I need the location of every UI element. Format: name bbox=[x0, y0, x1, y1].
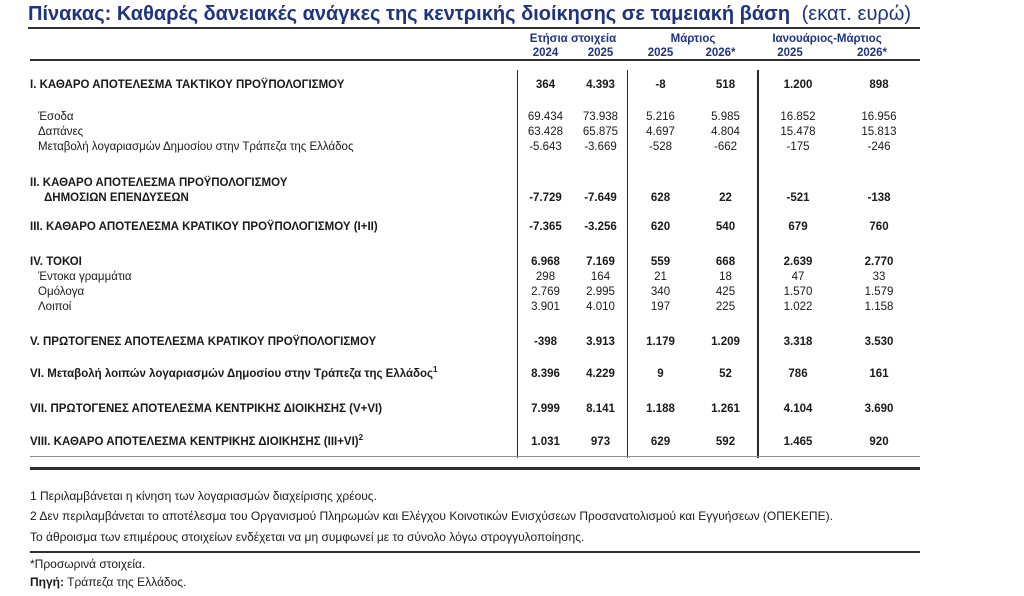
source-note bbox=[30, 575, 186, 589]
table-row bbox=[30, 285, 920, 300]
cell-value: 69.434 bbox=[527, 111, 564, 123]
table-row bbox=[30, 110, 920, 125]
provisional-note: *Προσωρινά στοιχεία. bbox=[30, 557, 146, 571]
cell-value: 22 bbox=[719, 192, 732, 204]
cell-value: -138 bbox=[867, 192, 891, 204]
column-year-header bbox=[30, 46, 920, 60]
year-label: 2026* bbox=[856, 47, 888, 59]
row-label: III. ΚΑΘΑΡΟ ΑΠΟΤΕΛΕΣΜΑ ΚΡΑΤΙΚΟΥ ΠΡΟΫΠΟΛΟΓΙΣΜΟΥ (I+II) bbox=[30, 221, 378, 233]
cell-value: -7.365 bbox=[529, 221, 562, 233]
spacer-cell bbox=[30, 46, 518, 60]
cell-value: 920 bbox=[869, 436, 889, 448]
cell-value: 9 bbox=[657, 368, 664, 380]
cell-value: 2.995 bbox=[586, 286, 615, 298]
column-group-header bbox=[30, 32, 920, 46]
cell-value: 4.104 bbox=[783, 403, 813, 415]
row-label: Έσοδα bbox=[38, 111, 74, 123]
page-title-unit: (εκατ. ευρώ) bbox=[801, 3, 912, 25]
cell-value: 2.770 bbox=[864, 256, 894, 268]
header-underline bbox=[30, 59, 920, 61]
cell-value: 4.393 bbox=[586, 79, 615, 91]
cell-value: 1.188 bbox=[646, 403, 675, 415]
cell-value: 1.200 bbox=[783, 79, 813, 91]
footnote-2: 2 Δεν περιλαμβάνεται το αποτέλεσμα του Οργανισμού Πληρωμών και Ελέγχου Κοινοτικών Ενισχύσεων Προσανατολισμού και Εγγυήσεων (ΟΠΕΚΕΠΕ). bbox=[30, 509, 833, 523]
cell-value: 6.968 bbox=[531, 256, 560, 268]
cell-value: 1.022 bbox=[783, 301, 813, 313]
row-label: VII. ΠΡΩΤΟΓΕΝΕΣ ΑΠΟΤΕΛΕΣΜΑ ΚΕΝΤΡΙΚΗΣ ΔΙΟΙΚΗΣΗΣ (V+VI) bbox=[30, 403, 383, 415]
cell-value: 1.158 bbox=[864, 301, 894, 313]
cell-value: 8.141 bbox=[586, 403, 615, 415]
cell-value: 298 bbox=[535, 271, 556, 283]
cell-value: 73.938 bbox=[582, 111, 619, 123]
cell-value: 1.179 bbox=[646, 336, 675, 348]
cell-value: 2.769 bbox=[531, 286, 560, 298]
cell-value: 5.216 bbox=[646, 111, 675, 123]
cell-value: 7.999 bbox=[531, 403, 560, 415]
cell-value: 15.813 bbox=[861, 126, 897, 138]
cell-value: -3.256 bbox=[584, 221, 617, 233]
cell-value: 3.913 bbox=[586, 336, 615, 348]
table-row bbox=[30, 367, 920, 382]
table-row bbox=[30, 220, 920, 235]
cell-value: 4.697 bbox=[646, 126, 675, 138]
row-label: V. ΠΡΩΤΟΓΕΝΕΣ ΑΠΟΤΕΛΕΣΜΑ ΚΡΑΤΙΚΟΥ ΠΡΟΫΠΟΛΟΓΙΣΜΟΥ bbox=[30, 336, 377, 348]
cell-value: 973 bbox=[590, 436, 611, 448]
cell-value: -7.729 bbox=[529, 192, 562, 204]
cell-value: 364 bbox=[535, 79, 556, 91]
year-label: 2024 bbox=[532, 47, 559, 59]
cell-value: 425 bbox=[715, 286, 736, 298]
title-underline bbox=[28, 27, 920, 29]
cell-value: 629 bbox=[650, 436, 671, 448]
cell-value: 3.530 bbox=[864, 336, 894, 348]
table-bottom-thin-rule bbox=[30, 456, 920, 457]
cell-value: 197 bbox=[650, 301, 671, 313]
cell-value: 21 bbox=[654, 271, 667, 283]
cell-value: 15.478 bbox=[780, 126, 816, 138]
column-group-jan-march: Ιανουάριος-Μάρτιος bbox=[772, 33, 882, 45]
row-label: VI. Μεταβολή λοιπών λογαριασμών Δημοσίου στην Τράπεζα της Ελλάδος$^1$ bbox=[30, 365, 438, 380]
column-group-march: Μάρτιος bbox=[670, 33, 716, 45]
cell-value: 518 bbox=[715, 79, 736, 91]
row-label: Μεταβολή λογαριασμών Δημοσίου στην Τράπεζα της Ελλάδος bbox=[38, 141, 354, 153]
cell-value: 592 bbox=[715, 436, 736, 448]
cell-value: 540 bbox=[715, 221, 736, 233]
cell-value: 340 bbox=[650, 286, 671, 298]
cell-value: 8.396 bbox=[531, 368, 560, 380]
cell-value: 4.010 bbox=[586, 301, 615, 313]
cell-value: 65.875 bbox=[582, 126, 619, 138]
cell-value: 7.169 bbox=[586, 256, 615, 268]
footnote-divider bbox=[30, 551, 920, 553]
table-row bbox=[30, 78, 920, 93]
cell-value: -7.649 bbox=[584, 192, 617, 204]
footnote-1: 1 Περιλαμβάνεται η κίνηση των λογαριασμών διαχείρισης χρέους. bbox=[30, 489, 377, 503]
table-row bbox=[30, 125, 920, 140]
cell-value: 559 bbox=[650, 256, 671, 268]
table-bottom-rule bbox=[30, 467, 920, 470]
cell-value: -398 bbox=[533, 336, 558, 348]
cell-value: 1.031 bbox=[531, 436, 560, 448]
cell-value: 5.985 bbox=[711, 111, 740, 123]
cell-value: -8 bbox=[655, 79, 666, 91]
table-body bbox=[30, 62, 920, 466]
cell-value: 2.639 bbox=[783, 256, 813, 268]
footnote-rounding: Το άθροισμα των επιμέρους στοιχείων ενδέχεται να μη συμφωνεί με το σύνολο λόγω στρογγυλοποίησης. bbox=[30, 530, 585, 544]
table-row bbox=[30, 270, 920, 285]
cell-value: 628 bbox=[650, 192, 671, 204]
cell-value: 620 bbox=[650, 221, 671, 233]
cell-value: 3.901 bbox=[531, 301, 560, 313]
row-label: Έντοκα γραμμάτια bbox=[38, 271, 132, 283]
row-label: Ομόλογα bbox=[38, 286, 85, 298]
table-row bbox=[30, 300, 920, 315]
page-title bbox=[28, 3, 911, 26]
spacer-cell bbox=[30, 32, 518, 46]
cell-value: 164 bbox=[590, 271, 611, 283]
row-label: I. ΚΑΘΑΡΟ ΑΠΟΤΕΛΕΣΜΑ ΤΑΚΤΙΚΟΥ ΠΡΟΫΠΟΛΟΓΙΣΜΟΥ bbox=[30, 79, 345, 91]
year-label: 2026* bbox=[705, 47, 736, 59]
table-row bbox=[30, 140, 920, 155]
source-text: Τράπεζα της Ελλάδος. bbox=[67, 575, 187, 589]
cell-value: -528 bbox=[648, 141, 673, 153]
page-title-text: Πίνακας: Καθαρές δανειακές ανάγκες της κεντρικής διοίκησης σε ταμειακή βάση bbox=[28, 3, 791, 25]
cell-value: 3.690 bbox=[864, 403, 894, 415]
row-label: VIII. ΚΑΘΑΡΟ ΑΠΟΤΕΛΕΣΜΑ ΚΕΝΤΡΙΚΗΣ ΔΙΟΙΚΗΣΗΣ $(III+VI)^2$ bbox=[30, 433, 364, 448]
cell-value: 668 bbox=[715, 256, 736, 268]
cell-value: 1.579 bbox=[864, 286, 894, 298]
year-label: 2025 bbox=[647, 47, 674, 59]
table-row bbox=[30, 335, 920, 350]
row-label: Δαπάνες bbox=[38, 126, 84, 138]
row-label: IV. ΤΟΚΟΙ bbox=[30, 256, 82, 268]
cell-value: 1.209 bbox=[711, 336, 740, 348]
cell-value: 18 bbox=[719, 271, 732, 283]
table-row bbox=[30, 402, 920, 417]
cell-value: -521 bbox=[786, 192, 810, 204]
cell-value: 52 bbox=[719, 368, 732, 380]
table-row bbox=[30, 176, 920, 206]
cell-value: -175 bbox=[786, 141, 810, 153]
table-row bbox=[30, 255, 920, 270]
cell-value: -5.643 bbox=[529, 141, 562, 153]
cell-value: 63.428 bbox=[527, 126, 564, 138]
cell-value: -662 bbox=[713, 141, 738, 153]
cell-value: -3.669 bbox=[584, 141, 617, 153]
column-group-annual: Ετήσια στοιχεία bbox=[529, 33, 617, 45]
cell-value: 4.804 bbox=[711, 126, 740, 138]
row-label: Λοιποί bbox=[38, 301, 72, 313]
cell-value: 760 bbox=[869, 221, 889, 233]
cell-value: 161 bbox=[869, 368, 889, 380]
source-label: Πηγή: bbox=[30, 575, 64, 589]
cell-value: 1.261 bbox=[711, 403, 740, 415]
cell-value: -246 bbox=[867, 141, 891, 153]
cell-value: 33 bbox=[872, 271, 886, 283]
table-row bbox=[30, 435, 920, 450]
row-label: II. ΚΑΘΑΡΟ ΑΠΟΤΕΛΕΣΜΑ ΠΡΟΫΠΟΛΟΓΙΣΜΟΥ ΔΗΜΟΣΙΩΝ ΕΠΕΝΔΥΣΕΩΝ bbox=[30, 177, 288, 204]
cell-value: 1.570 bbox=[783, 286, 813, 298]
cell-value: 47 bbox=[791, 271, 805, 283]
cell-value: 1.465 bbox=[783, 436, 813, 448]
cell-value: 16.956 bbox=[861, 111, 897, 123]
cell-value: 3.318 bbox=[783, 336, 813, 348]
cell-value: 679 bbox=[788, 221, 808, 233]
cell-value: 786 bbox=[788, 368, 808, 380]
cell-value: 225 bbox=[715, 301, 736, 313]
cell-value: 16.852 bbox=[780, 111, 816, 123]
year-label: 2025 bbox=[587, 47, 614, 59]
cell-value: 4.229 bbox=[586, 368, 615, 380]
cell-value: 898 bbox=[869, 79, 889, 91]
year-label: 2025 bbox=[777, 47, 803, 59]
